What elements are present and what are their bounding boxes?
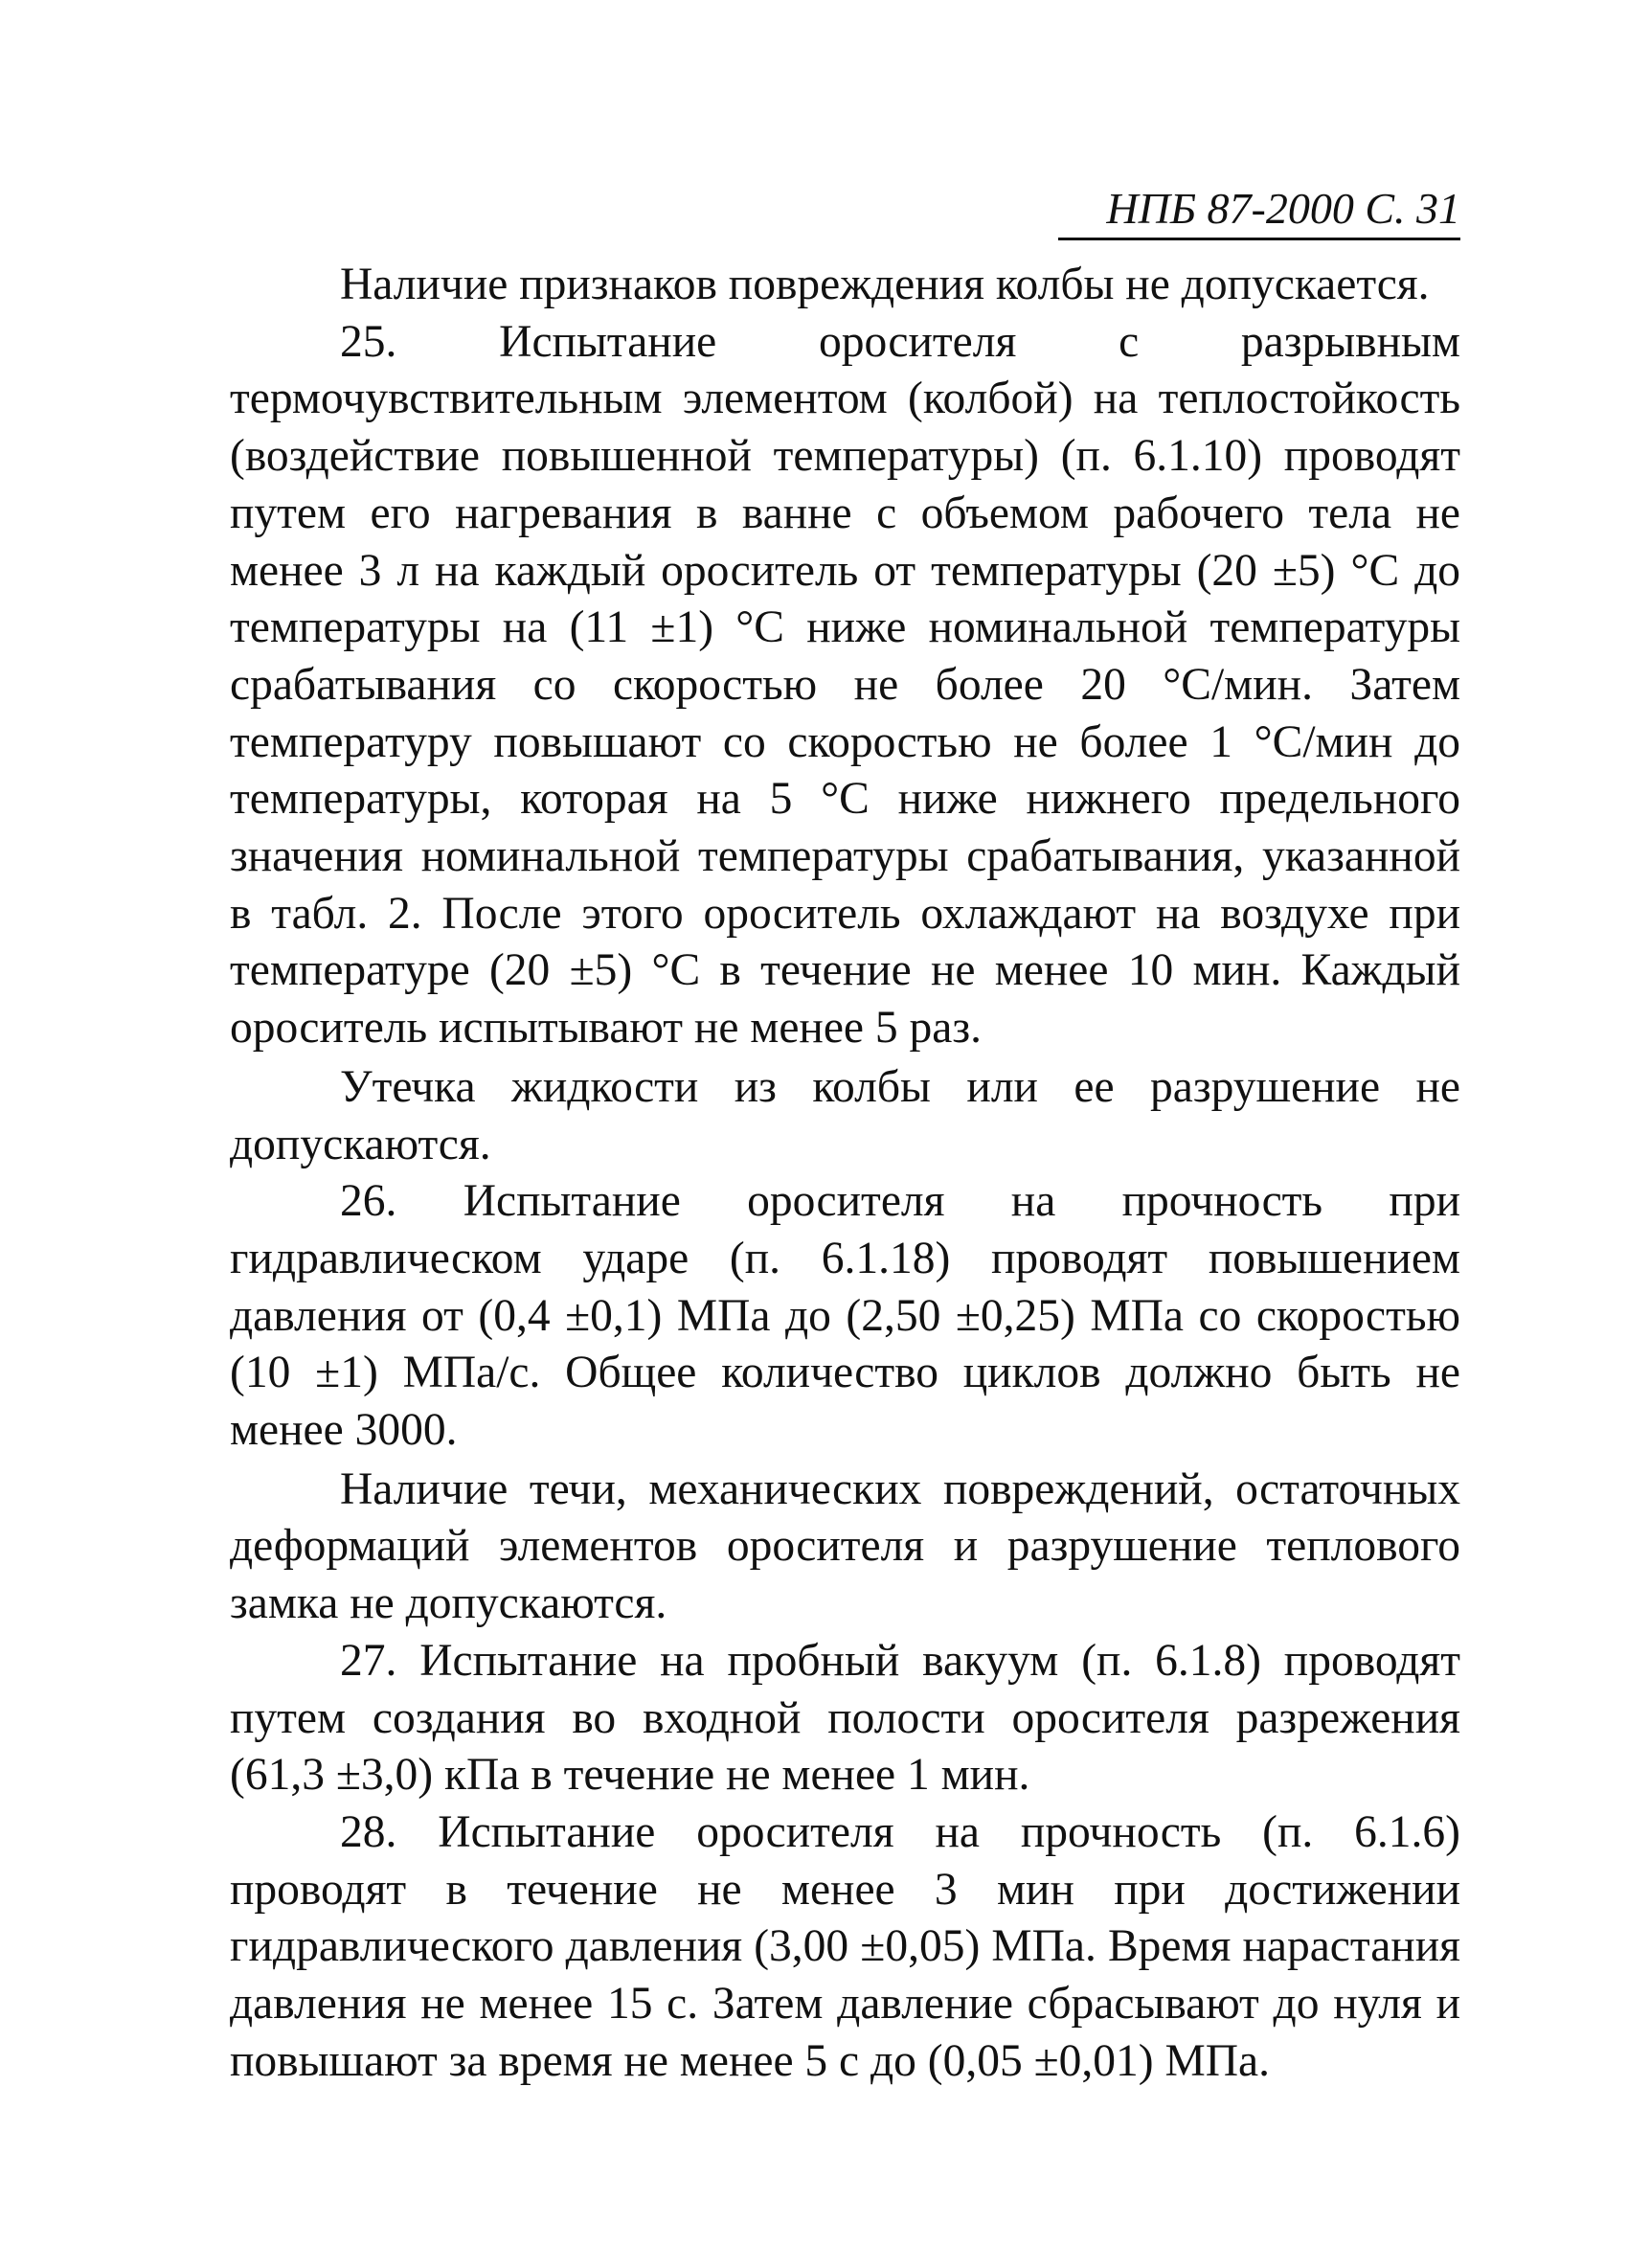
paragraph-damage-not-allowed: Наличие течи, механических повреждений, остаточных деформаций элементов оросителя и разрушение теплового замка не допускаются. <box>230 1463 1460 1629</box>
paragraph-item-28: 28. Испытание оросителя на прочность (п. 6.1.6) проводят в течение не менее 3 мин при достижении гидравлического давления (3,00 ±0,05) МПа. Время нарастания давления не менее 15 с. Затем давление сбрасывают до нуля и повышают за время не менее 5 с до (0,05 ±0,01) МПа. <box>230 1806 1460 2086</box>
paragraph-item-27: 27. Испытание на пробный вакуум (п. 6.1.8) проводят путем создания во входной полости оросителя разрежения (61,3 ±3,0) кПа в течение не менее 1 мин. <box>230 1635 1460 1801</box>
paragraph-item-25: 25. Испытание оросителя с разрывным термочувствительным элементом (колбой) на теплостойкость (воздействие повышенной температуры) (п. 6.1.10) проводят путем его нагревания в ванне с объемом рабочего тела не менее 3 л на каждый ороситель от температуры (20 ±5) °С до температуры на (11 ±1) °С ниже номинальной температуры срабатывания со скоростью не более 20 °С/мин. Затем температуру повышают со скоростью не более 1 °С/мин до температуры, которая на 5 °С ниже нижнего предельного значения номинальной температуры срабатывания, указанной в табл. 2. После этого ороситель охлаждают на воздухе при температуре (20 ±5) °С в течение не менее 10 мин. Каждый ороситель испытывают не менее 5 раз. <box>230 316 1460 1054</box>
paragraph-leak-not-allowed: Утечка жидкости из колбы или ее разрушение не допускаются. <box>230 1061 1460 1169</box>
paragraph-item-26: 26. Испытание оросителя на прочность при гидравлическом ударе (п. 6.1.18) проводят повышением давления от (0,4 ±0,1) МПа до (2,50 ±0,25) МПа со скоростью (10 ±1) МПа/с. Общее количество циклов должно быть не менее 3000. <box>230 1176 1460 1456</box>
paragraph-bulb-damage: Наличие признаков повреждения колбы не допускается. <box>340 260 1430 309</box>
running-header: НПБ 87-2000 С. 31 <box>1058 182 1460 240</box>
body-text <box>230 257 1460 2091</box>
